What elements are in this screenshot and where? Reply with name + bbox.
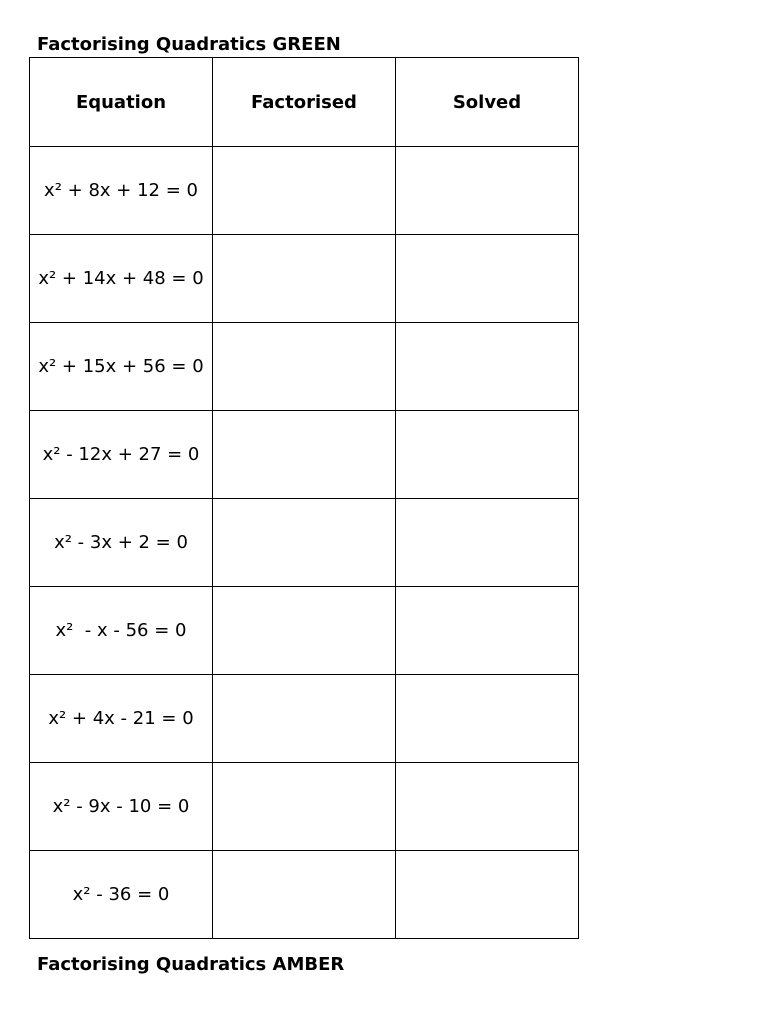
solved-cell[interactable] xyxy=(396,235,579,323)
header-equation: Equation xyxy=(30,58,213,147)
factorised-cell[interactable] xyxy=(213,675,396,763)
equation-cell: x² - 3x + 2 = 0 xyxy=(30,499,213,587)
solved-cell[interactable] xyxy=(396,147,579,235)
factorised-cell[interactable] xyxy=(213,499,396,587)
solved-cell[interactable] xyxy=(396,323,579,411)
section-title-green: Factorising Quadratics GREEN xyxy=(37,34,341,55)
solved-cell[interactable] xyxy=(396,851,579,939)
table-row xyxy=(30,675,579,763)
table-row xyxy=(30,235,579,323)
factorised-cell[interactable] xyxy=(213,323,396,411)
table-row xyxy=(30,763,579,851)
factorised-cell[interactable] xyxy=(213,851,396,939)
solved-cell[interactable] xyxy=(396,763,579,851)
equation-cell: x² + 8x + 12 = 0 xyxy=(30,147,213,235)
equation-cell: x² - 12x + 27 = 0 xyxy=(30,411,213,499)
factorised-cell[interactable] xyxy=(213,587,396,675)
equation-cell: x² - x - 56 = 0 xyxy=(30,587,213,675)
table-row xyxy=(30,851,579,939)
table-header-row xyxy=(30,58,579,147)
equation-cell: x² - 9x - 10 = 0 xyxy=(30,763,213,851)
worksheet-table xyxy=(29,57,579,939)
equation-cell: x² + 15x + 56 = 0 xyxy=(30,323,213,411)
header-factorised: Factorised xyxy=(213,58,396,147)
table-row xyxy=(30,587,579,675)
table-row xyxy=(30,147,579,235)
table-row xyxy=(30,411,579,499)
header-solved: Solved xyxy=(396,58,579,147)
section-title-amber: Factorising Quadratics AMBER xyxy=(37,954,345,975)
equation-cell: x² + 14x + 48 = 0 xyxy=(30,235,213,323)
table-row xyxy=(30,323,579,411)
factorised-cell[interactable] xyxy=(213,763,396,851)
solved-cell[interactable] xyxy=(396,411,579,499)
solved-cell[interactable] xyxy=(396,587,579,675)
solved-cell[interactable] xyxy=(396,675,579,763)
equation-cell: x² - 36 = 0 xyxy=(30,851,213,939)
table-row xyxy=(30,499,579,587)
factorised-cell[interactable] xyxy=(213,147,396,235)
equation-cell: x² + 4x - 21 = 0 xyxy=(30,675,213,763)
solved-cell[interactable] xyxy=(396,499,579,587)
factorised-cell[interactable] xyxy=(213,411,396,499)
factorised-cell[interactable] xyxy=(213,235,396,323)
